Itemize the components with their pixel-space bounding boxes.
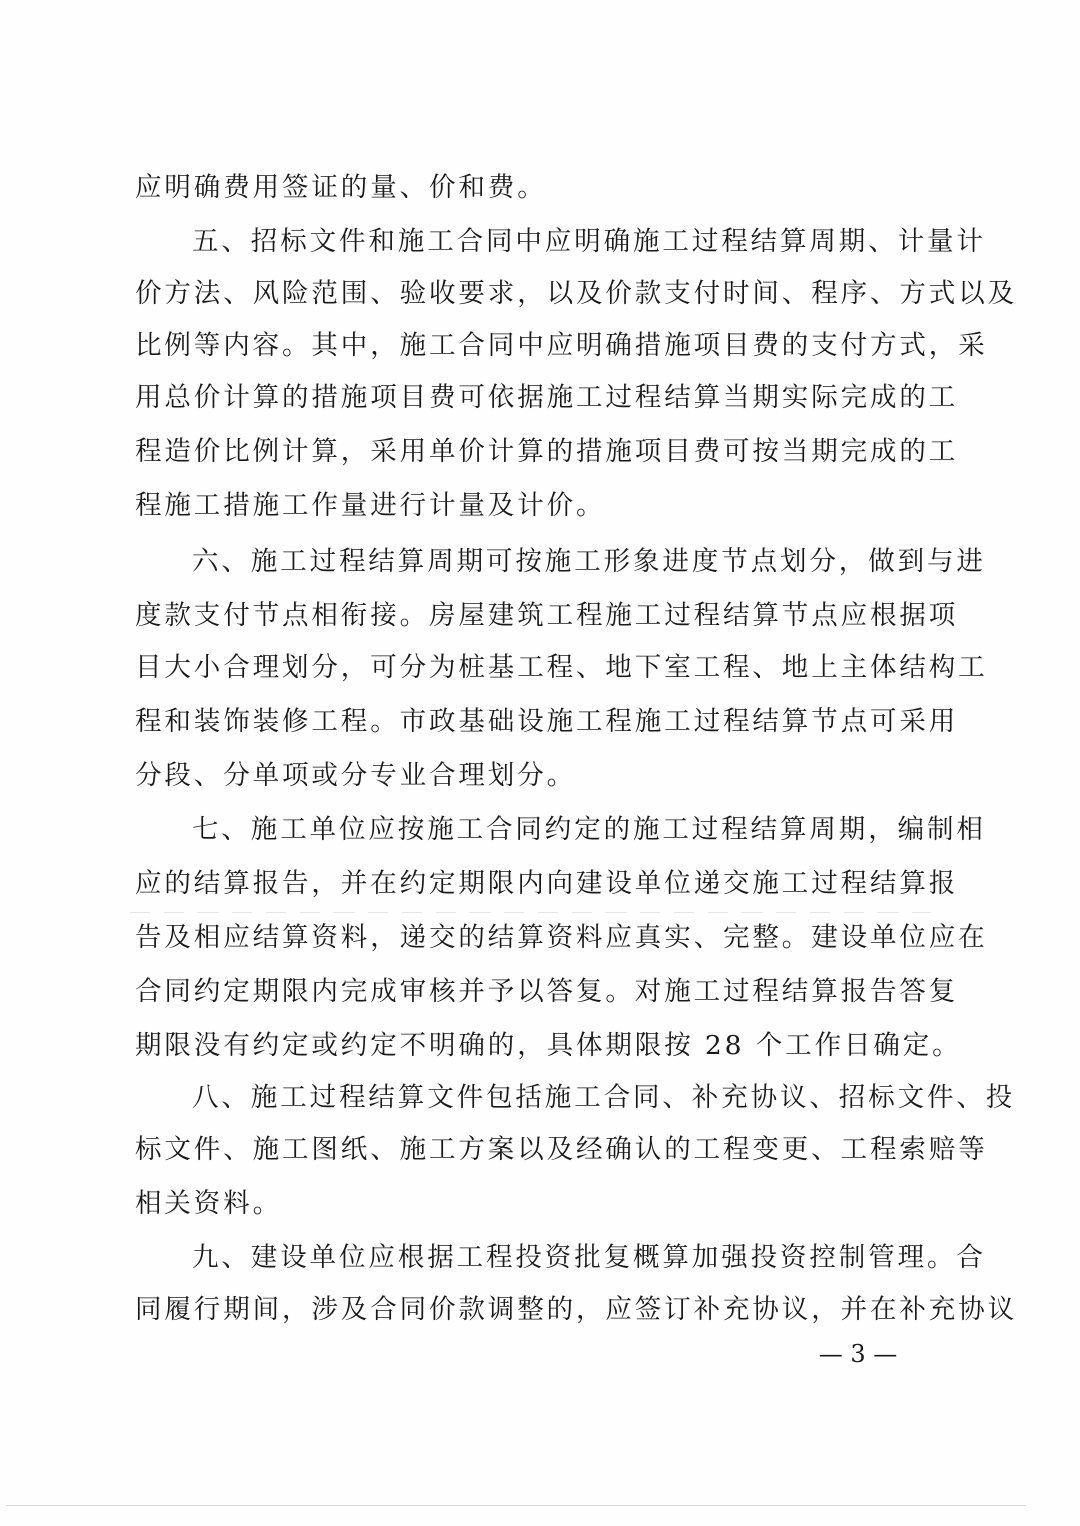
paragraph-item-5-line: 程施工措施工作量进行计量及计价。 (135, 490, 606, 521)
paragraph-item-7-line: 告及相应结算资料，递交的结算资料应真实、完整。建设单位应在 (135, 922, 988, 953)
page-number: — 3 — (818, 1340, 898, 1368)
paragraph-continuation-line: 应明确费用签证的量、价和费。 (135, 172, 547, 203)
paragraph-item-7-line: 七、施工单位应按施工合同约定的施工过程结算周期，编制相 (192, 814, 986, 845)
paragraph-item-6-line: 六、施工过程结算周期可按施工形象进度节点划分，做到与进 (192, 546, 986, 577)
paragraph-item-8-line: 相关资料。 (135, 1188, 282, 1219)
scan-artifact-line (130, 912, 930, 913)
paragraph-item-7-line: 合同约定期限内完成审核并予以答复。对施工过程结算报告答复 (135, 976, 959, 1007)
paragraph-item-9-line: 同履行期间，涉及合同价款调整的，应签订补充协议，并在补充协议 (135, 1294, 1017, 1325)
paragraph-item-5-line: 五、招标文件和施工合同中应明确施工过程结算周期、计量计 (192, 226, 986, 257)
paragraph-item-5-line: 比例等内容。其中，施工合同中应明确措施项目费的支付方式，采 (135, 330, 988, 361)
paragraph-item-5-line: 用总价计算的措施项目费可依据施工过程结算当期实际完成的工 (135, 382, 959, 413)
paragraph-item-9-line: 九、建设单位应根据工程投资批复概算加强投资控制管理。合 (192, 1242, 986, 1273)
paragraph-item-8-line: 八、施工过程结算文件包括施工合同、补充协议、招标文件、投 (192, 1082, 1016, 1113)
paragraph-item-6-line: 程和装饰装修工程。市政基础设施工程施工过程结算节点可采用 (135, 706, 959, 737)
paragraph-item-5-line: 程造价比例计算，采用单价计算的措施项目费可按当期完成的工 (135, 436, 959, 467)
paragraph-item-7-line: 应的结算报告，并在约定期限内向建设单位递交施工过程结算报 (135, 868, 959, 899)
page-bottom-edge-line (6, 1505, 1026, 1506)
paragraph-item-5-line: 价方法、风险范围、验收要求，以及价款支付时间、程序、方式以及 (135, 278, 1017, 309)
paragraph-item-8-line: 标文件、施工图纸、施工方案以及经确认的工程变更、工程索赔等 (135, 1134, 988, 1165)
paragraph-item-6-line: 度款支付节点相衔接。房屋建筑工程施工过程结算节点应根据项 (135, 600, 959, 631)
paragraph-item-6-line: 目大小合理划分，可分为桩基工程、地下室工程、地上主体结构工 (135, 652, 988, 683)
paragraph-item-6-line: 分段、分单项或分专业合理划分。 (135, 760, 576, 791)
paragraph-item-7-line: 期限没有约定或约定不明确的，具体期限按 28 个工作日确定。 (135, 1030, 962, 1061)
